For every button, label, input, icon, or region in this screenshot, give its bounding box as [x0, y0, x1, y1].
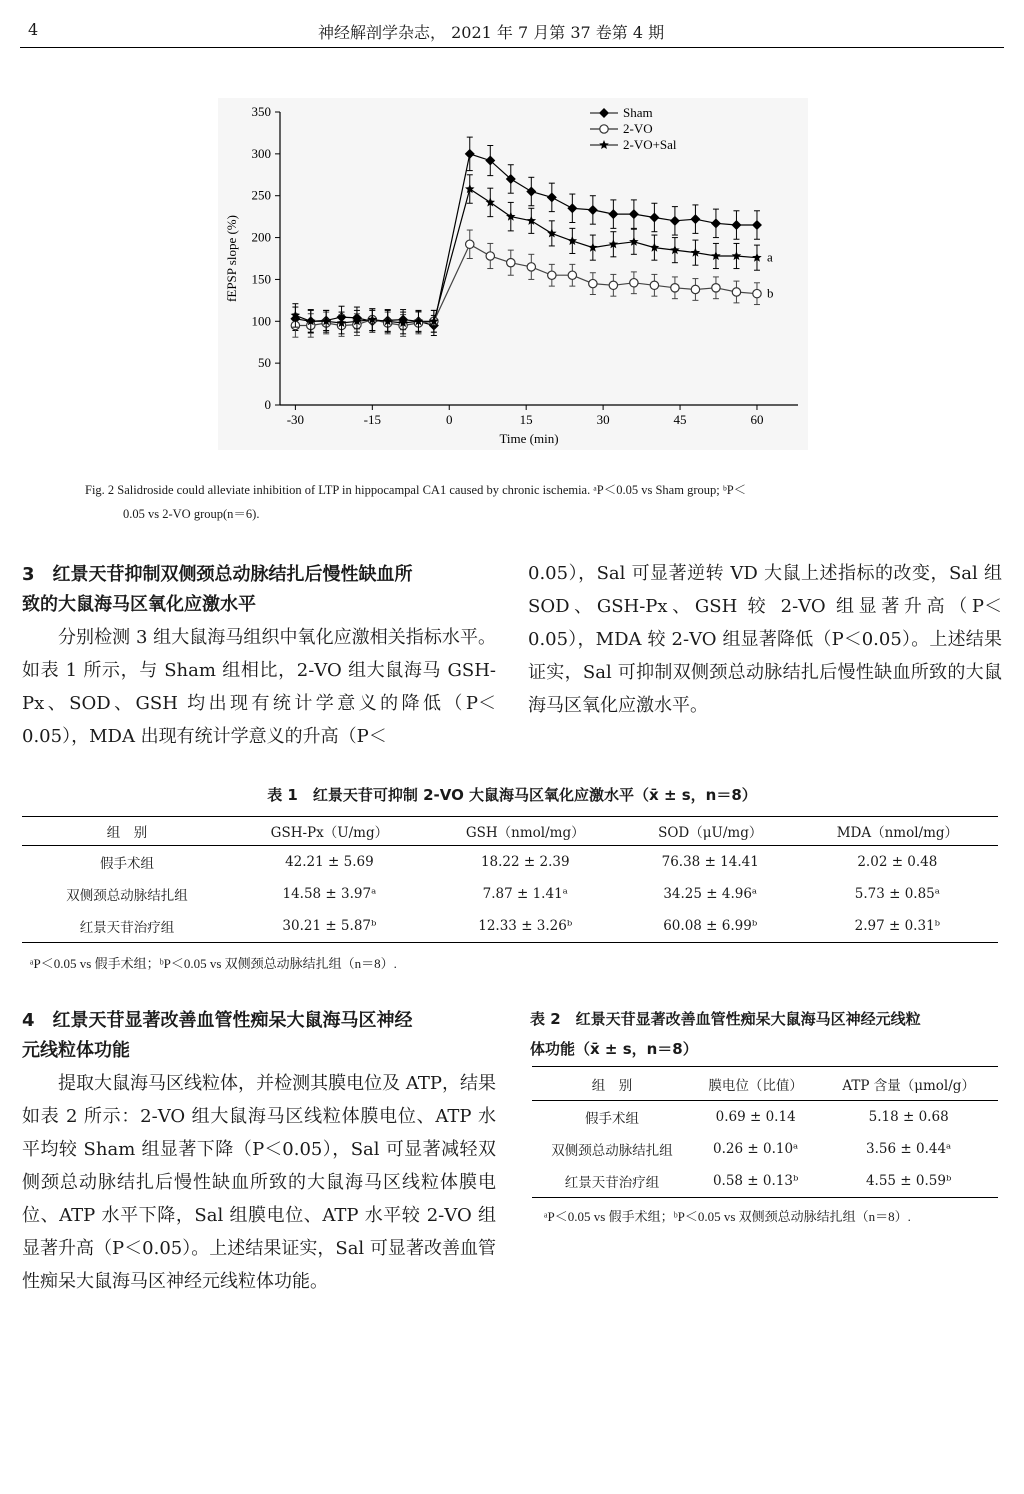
table-cell: 红景天苷治疗组	[532, 1165, 692, 1198]
table-cell: 18.22 ± 2.39	[480, 854, 570, 870]
y-tick-label: 100	[251, 313, 271, 329]
x-tick-label: 30	[596, 412, 610, 427]
data-point	[507, 258, 515, 266]
table2-title-line2: 体功能（x̄ ± s，n＝8）	[530, 1040, 698, 1058]
table2-header: 膜电位（比值）	[692, 1067, 819, 1101]
section3-heading-line2: 致的大鼠海马区氧化应激水平	[22, 594, 256, 615]
table-cell: 42.21 ± 5.69	[285, 854, 374, 870]
table-cell: 0.26 ± 0.10ᵃ	[713, 1141, 799, 1157]
legend-marker	[600, 125, 608, 133]
data-point	[589, 279, 597, 287]
legend-marker	[599, 108, 609, 118]
y-axis-label: fEPSP slope (%)	[224, 215, 239, 302]
legend-label: Sham	[623, 105, 653, 120]
table-cell: 0.58 ± 0.13ᵇ	[692, 1165, 819, 1198]
data-point	[711, 218, 721, 228]
table2-header: ATP 含量（μmol/g）	[819, 1067, 998, 1101]
table1	[22, 816, 998, 943]
data-point	[609, 281, 617, 289]
data-point	[690, 214, 700, 224]
table2-title	[530, 1004, 1004, 1064]
data-point	[671, 284, 679, 292]
series-2-vo-sal	[291, 175, 762, 334]
y-tick-label: 50	[258, 355, 271, 371]
table-cell: 76.38 ± 14.41	[661, 854, 759, 870]
x-tick-label: 45	[673, 412, 687, 427]
table-row	[532, 1165, 998, 1198]
data-point	[547, 192, 557, 202]
data-point	[600, 125, 608, 133]
data-point	[731, 220, 741, 230]
series-line	[295, 244, 757, 325]
data-point	[753, 289, 761, 297]
x-tick-label: -15	[363, 412, 381, 427]
table2-header-row	[532, 1067, 998, 1101]
data-point	[670, 216, 680, 226]
data-point	[599, 108, 609, 118]
section4-heading-line1: 4 红景天苷显著改善血管性痴呆大鼠海马区神经	[22, 1010, 413, 1031]
table-cell: 4.55 ± 0.59ᵇ	[819, 1165, 998, 1198]
table-cell: 34.25 ± 4.96ᵃ	[663, 886, 758, 902]
table-cell: 60.08 ± 6.99ᵇ	[624, 910, 797, 943]
table-cell: 7.87 ± 1.41ᵃ	[482, 886, 568, 902]
data-point	[732, 288, 740, 296]
section3-heading	[22, 560, 502, 620]
table-row	[22, 910, 998, 943]
data-point	[486, 252, 494, 260]
y-tick-label: 200	[251, 229, 271, 245]
data-point	[691, 285, 699, 293]
y-tick-label: 0	[264, 397, 271, 412]
caption-line-2: 0.05 vs 2-VO group(n＝6).	[123, 507, 260, 521]
table-cell: 假手术组	[100, 856, 154, 872]
data-point	[599, 140, 609, 149]
section4-heading	[22, 1006, 502, 1066]
section4-heading-line2: 元线粒体功能	[22, 1040, 130, 1061]
legend-marker	[599, 140, 609, 149]
y-tick-label: 250	[251, 187, 271, 203]
page-number: 4	[28, 20, 39, 39]
table1-header: 组 别	[22, 817, 232, 846]
data-point	[527, 263, 535, 271]
ltp-line-chart	[218, 98, 808, 450]
data-point	[588, 205, 598, 215]
table-cell: 假手术组	[585, 1111, 639, 1127]
data-point	[650, 281, 658, 289]
table-cell: 2.97 ± 0.31ᵇ	[797, 910, 998, 943]
significance-label: a	[766, 249, 773, 265]
significance-label: b	[766, 285, 774, 301]
table-cell: 2.02 ± 0.48	[857, 854, 938, 870]
table-cell: 双侧颈总动脉结扎组	[66, 888, 188, 904]
y-tick-label: 150	[251, 271, 271, 287]
x-axis-label: Time (min)	[499, 431, 559, 446]
table1-header: MDA（nmol/mg）	[797, 817, 998, 846]
table-row	[532, 1133, 998, 1165]
data-point	[466, 240, 474, 248]
table2-title-line1: 表 2 红景天苷显著改善血管性痴呆大鼠海马区神经元线粒	[530, 1010, 921, 1028]
table-cell: 30.21 ± 5.87ᵇ	[232, 910, 427, 943]
table-cell: 14.58 ± 3.97ᵃ	[282, 886, 377, 902]
table-cell: 5.73 ± 0.85ᵃ	[854, 886, 940, 902]
data-point	[630, 279, 638, 287]
x-tick-label: -30	[286, 412, 305, 427]
data-point	[752, 220, 762, 230]
table1-title: 表 1 红景天苷可抑制 2-VO 大鼠海马区氧化应激水平（x̄ ± s，n＝8）	[267, 786, 757, 804]
data-point	[568, 271, 576, 279]
data-point	[649, 212, 659, 222]
header-rule	[20, 47, 1004, 48]
table1-header: GSH-Px（U/mg）	[232, 817, 427, 846]
table-cell: 双侧颈总动脉结扎组	[551, 1143, 673, 1159]
data-point	[465, 149, 475, 159]
x-tick-label: 15	[519, 412, 533, 427]
table2-note: ᵃP＜0.05 vs 假手术组；ᵇP＜0.05 vs 双侧颈总动脉结扎组（n＝8）.	[544, 1209, 911, 1224]
table-row	[532, 1101, 998, 1134]
data-point	[629, 209, 639, 219]
y-tick-label: 300	[251, 145, 271, 161]
table-cell: 3.56 ± 0.44ᵃ	[866, 1141, 952, 1157]
table1-header: SOD（μU/mg）	[624, 817, 797, 846]
series-sham	[290, 137, 762, 335]
section3-heading-line1: 3 红景天苷抑制双侧颈总动脉结扎后慢性缺血所	[22, 564, 413, 585]
y-tick-label: 350	[251, 104, 271, 119]
x-tick-label: 60	[750, 412, 764, 427]
section4-paragraph: 提取大鼠海马区线粒体，并检测其膜电位及 ATP，结果如表 2 所示：2-VO 组大鼠海马区线粒体膜电位、ATP 水平均较 Sham 组显著下降（P＜0.05），Sal 可显著减轻双侧颈总动脉结扎后慢性缺血所致的大鼠海马区线粒体膜电位、ATP 水平下降，Sal 组膜电位、ATP 水平较 2-VO 组显著升高（P＜0.05）。上述结果证实，Sal 可显著改善血管性痴呆大鼠海马区神经元线粒体功能。	[22, 1073, 496, 1292]
table-row	[22, 878, 998, 910]
table-cell: 12.33 ± 3.26ᵇ	[427, 910, 624, 943]
caption-line-1: Fig. 2 Salidroside could alleviate inhibition of LTP in hippocampal CA1 caused by chronic ischemia. ᵃP＜0.05 vs Sham group; ᵇP＜	[85, 483, 747, 497]
table-row	[22, 846, 998, 879]
data-point	[608, 209, 618, 219]
series-line	[295, 189, 757, 323]
table1-header-row	[22, 817, 998, 846]
legend-label: 2-VO+Sal	[623, 137, 677, 152]
figure-caption	[85, 478, 965, 526]
table2-header: 组 别	[532, 1067, 692, 1101]
table2	[532, 1066, 998, 1198]
table-cell: 0.69 ± 0.14	[715, 1109, 796, 1125]
journal-header: 神经解剖学杂志， 2021 年 7 月第 37 卷第 4 期	[318, 23, 665, 42]
section3-right-paragraph: 0.05），Sal 可显著逆转 VD 大鼠上述指标的改变，Sal 组 SOD、GSH-Px、GSH 较 2-VO 组显著升高（P＜0.05），MDA 较 2-VO 组显著降低（P＜0.05）。上述结果证实，Sal 可抑制双侧颈总动脉结扎后慢性缺血所致的大鼠海马区氧化应激水平。	[528, 563, 1002, 716]
data-point	[526, 187, 536, 197]
legend-label: 2-VO	[623, 121, 653, 136]
series-line	[295, 154, 757, 326]
table1-header: GSH（nmol/mg）	[427, 817, 624, 846]
table-cell: 红景天苷治疗组	[22, 910, 232, 943]
data-point	[712, 284, 720, 292]
data-point	[548, 271, 556, 279]
table-cell: 5.18 ± 0.68	[868, 1109, 949, 1125]
section3-left-paragraph: 分别检测 3 组大鼠海马组织中氧化应激相关指标水平。如表 1 所示，与 Sham 组相比，2-VO 组大鼠海马 GSH-Px、SOD、GSH 均出现有统计学意义的降低（P＜0.05），MDA 出现有统计学意义的升高（P＜	[22, 627, 496, 747]
x-tick-label: 0	[445, 412, 453, 427]
table1-note: ᵃP＜0.05 vs 假手术组；ᵇP＜0.05 vs 双侧颈总动脉结扎组（n＝8）.	[30, 956, 397, 971]
data-point	[567, 203, 577, 213]
